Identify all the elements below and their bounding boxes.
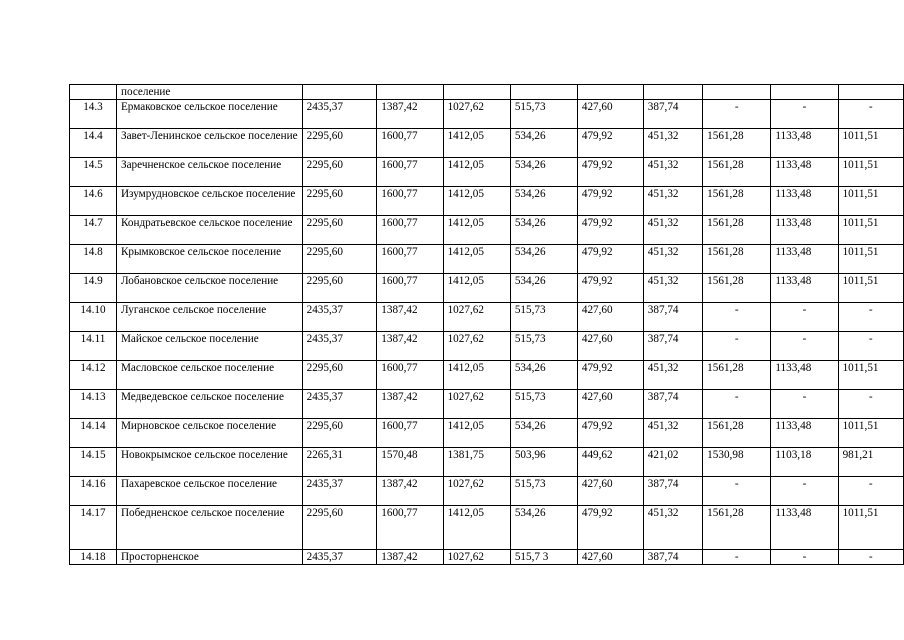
tariff-value: 1011,51 xyxy=(838,158,903,187)
tariff-value: 503,96 xyxy=(510,448,577,477)
tariff-value: 479,92 xyxy=(577,129,643,158)
tariff-value: - xyxy=(771,550,838,565)
tariff-value: 1011,51 xyxy=(838,419,903,448)
tariff-value: 427,60 xyxy=(577,390,643,419)
tariff-value: 2295,60 xyxy=(302,361,377,390)
tariff-value: 1027,62 xyxy=(443,477,510,506)
table-row xyxy=(70,245,904,274)
tariff-value: 981,21 xyxy=(838,448,903,477)
tariff-value: 479,92 xyxy=(577,361,643,390)
tariff-value: - xyxy=(771,303,838,332)
tariff-value: 479,92 xyxy=(577,419,643,448)
tariff-value: 1133,48 xyxy=(771,506,838,550)
row-number: 14.13 xyxy=(70,390,117,419)
tariff-value: 451,32 xyxy=(643,158,702,187)
tariff-value: - xyxy=(703,477,771,506)
row-number: 14.3 xyxy=(70,100,117,129)
tariff-value: 451,32 xyxy=(643,216,702,245)
settlement-name: Изумрудновское сельское поселение xyxy=(116,187,302,216)
tariff-value: 1011,51 xyxy=(838,129,903,158)
row-number: 14.15 xyxy=(70,448,117,477)
tariff-value: - xyxy=(838,550,903,565)
tariff-value: 479,92 xyxy=(577,158,643,187)
tariff-value: 427,60 xyxy=(577,100,643,129)
tariff-value: 1387,42 xyxy=(377,477,443,506)
tariff-value: 1011,51 xyxy=(838,274,903,303)
tariff-value: - xyxy=(838,477,903,506)
tariff-value: 2435,37 xyxy=(302,550,377,565)
tariff-value: 515,73 xyxy=(510,477,577,506)
tariff-value: 1133,48 xyxy=(771,216,838,245)
tariff-value: 479,92 xyxy=(577,274,643,303)
tariff-value: 1600,77 xyxy=(377,129,443,158)
tariff-value: 451,32 xyxy=(643,506,702,550)
row-number: 14.10 xyxy=(70,303,117,332)
tariff-value: 1412,05 xyxy=(443,129,510,158)
row-number: 14.8 xyxy=(70,245,117,274)
table-row xyxy=(70,390,904,419)
settlement-name: Новокрымское сельское поселение xyxy=(116,448,302,477)
tariff-value: 1561,28 xyxy=(703,361,771,390)
settlement-name: Кондратьевское сельское поселение xyxy=(116,216,302,245)
tariff-value: 1133,48 xyxy=(771,274,838,303)
tariff-value: 1600,77 xyxy=(377,216,443,245)
tariff-value: 1600,77 xyxy=(377,361,443,390)
tariff-value: 515,73 xyxy=(510,332,577,361)
tariff-value: 387,74 xyxy=(643,477,702,506)
tariff-value: 1561,28 xyxy=(703,245,771,274)
table-row xyxy=(70,550,904,565)
settlement-name: Луганское сельское поселение xyxy=(116,303,302,332)
tariff-value: 451,32 xyxy=(643,361,702,390)
tariff-value: 515,73 xyxy=(510,100,577,129)
table-row xyxy=(70,129,904,158)
tariff-value: 1600,77 xyxy=(377,419,443,448)
tariff-value: - xyxy=(703,550,771,565)
tariff-value: - xyxy=(838,390,903,419)
tariff-value: 2435,37 xyxy=(302,100,377,129)
row-number: 14.17 xyxy=(70,506,117,550)
tariff-value: 2295,60 xyxy=(302,158,377,187)
table-row xyxy=(70,187,904,216)
row-number xyxy=(70,85,117,100)
tariff-value: 479,92 xyxy=(577,187,643,216)
tariff-value: 451,32 xyxy=(643,245,702,274)
tariff-value: 2265,31 xyxy=(302,448,377,477)
tariff-value: - xyxy=(838,303,903,332)
table-row xyxy=(70,419,904,448)
tariff-value: - xyxy=(771,390,838,419)
tariff-value: 2435,37 xyxy=(302,477,377,506)
tariff-value: 1011,51 xyxy=(838,187,903,216)
tariff-value: 1381,75 xyxy=(443,448,510,477)
tariff-value: 1600,77 xyxy=(377,506,443,550)
table-body xyxy=(70,85,904,565)
tariff-value: - xyxy=(703,390,771,419)
tariff-value: 2435,37 xyxy=(302,332,377,361)
tariff-value: 451,32 xyxy=(643,129,702,158)
tariff-value: 387,74 xyxy=(643,100,702,129)
tariff-value: 1412,05 xyxy=(443,216,510,245)
tariff-value: 1412,05 xyxy=(443,158,510,187)
table-row xyxy=(70,332,904,361)
table-row xyxy=(70,361,904,390)
tariff-table xyxy=(69,84,904,565)
tariff-value: - xyxy=(703,100,771,129)
tariff-value: 387,74 xyxy=(643,332,702,361)
tariff-value: 1412,05 xyxy=(443,187,510,216)
tariff-value: - xyxy=(703,303,771,332)
table-row xyxy=(70,506,904,550)
table-row-continued xyxy=(70,85,904,100)
row-number: 14.6 xyxy=(70,187,117,216)
tariff-value: 1570,48 xyxy=(377,448,443,477)
tariff-value: 1387,42 xyxy=(377,100,443,129)
tariff-value: 534,26 xyxy=(510,129,577,158)
tariff-value: 1133,48 xyxy=(771,187,838,216)
tariff-value: 1412,05 xyxy=(443,245,510,274)
tariff-value: 1011,51 xyxy=(838,245,903,274)
settlement-name: Мирновское сельское поселение xyxy=(116,419,302,448)
tariff-value: 427,60 xyxy=(577,550,643,565)
tariff-value: 387,74 xyxy=(643,390,702,419)
tariff-value: 1600,77 xyxy=(377,158,443,187)
tariff-value: 534,26 xyxy=(510,506,577,550)
tariff-value: 1011,51 xyxy=(838,506,903,550)
tariff-value: 1561,28 xyxy=(703,419,771,448)
row-number: 14.5 xyxy=(70,158,117,187)
tariff-value: 534,26 xyxy=(510,158,577,187)
row-number: 14.16 xyxy=(70,477,117,506)
settlement-name: Лобановское сельское поселение xyxy=(116,274,302,303)
table-row xyxy=(70,158,904,187)
tariff-value: 2295,60 xyxy=(302,216,377,245)
tariff-value: 479,92 xyxy=(577,245,643,274)
tariff-value: 387,74 xyxy=(643,303,702,332)
tariff-value: 1600,77 xyxy=(377,187,443,216)
tariff-value: 515,73 xyxy=(510,303,577,332)
settlement-name: Ермаковское сельское поселение xyxy=(116,100,302,129)
tariff-value: 1600,77 xyxy=(377,245,443,274)
tariff-value: 1027,62 xyxy=(443,303,510,332)
tariff-value: 1133,48 xyxy=(771,129,838,158)
tariff-value: 515,7 3 xyxy=(510,550,577,565)
row-number: 14.14 xyxy=(70,419,117,448)
tariff-value: 451,32 xyxy=(643,274,702,303)
settlement-name: Просторненское xyxy=(116,550,302,565)
settlement-name: Заречненское сельское поселение xyxy=(116,158,302,187)
tariff-value: - xyxy=(838,100,903,129)
tariff-value: 1027,62 xyxy=(443,550,510,565)
tariff-value: 1412,05 xyxy=(443,274,510,303)
settlement-name: Крымковское сельское поселение xyxy=(116,245,302,274)
tariff-value: 1103,18 xyxy=(771,448,838,477)
tariff-value: 1027,62 xyxy=(443,332,510,361)
settlement-name: Пахаревское сельское поселение xyxy=(116,477,302,506)
tariff-value: 1561,28 xyxy=(703,216,771,245)
row-number: 14.9 xyxy=(70,274,117,303)
tariff-value: 427,60 xyxy=(577,477,643,506)
tariff-value: - xyxy=(703,332,771,361)
tariff-value: 1011,51 xyxy=(838,216,903,245)
row-number: 14.12 xyxy=(70,361,117,390)
tariff-value: 2295,60 xyxy=(302,506,377,550)
tariff-value: - xyxy=(838,332,903,361)
table-row xyxy=(70,274,904,303)
settlement-name: Майское сельское поселение xyxy=(116,332,302,361)
tariff-value: 534,26 xyxy=(510,187,577,216)
row-number: 14.4 xyxy=(70,129,117,158)
tariff-value: 1387,42 xyxy=(377,390,443,419)
tariff-value: 1561,28 xyxy=(703,274,771,303)
tariff-value: 1561,28 xyxy=(703,506,771,550)
settlement-name: Масловское сельское поселение xyxy=(116,361,302,390)
tariff-value: 534,26 xyxy=(510,419,577,448)
tariff-value: 534,26 xyxy=(510,274,577,303)
tariff-value: - xyxy=(771,100,838,129)
tariff-value: 1011,51 xyxy=(838,361,903,390)
tariff-value: 534,26 xyxy=(510,245,577,274)
tariff-value: 1133,48 xyxy=(771,361,838,390)
tariff-value: 2295,60 xyxy=(302,419,377,448)
tariff-value: 449,62 xyxy=(577,448,643,477)
tariff-value: 2295,60 xyxy=(302,129,377,158)
row-number: 14.18 xyxy=(70,550,117,565)
tariff-value: 2295,60 xyxy=(302,187,377,216)
settlement-name: Завет-Ленинское сельское поселение xyxy=(116,129,302,158)
settlement-name: поселение xyxy=(116,85,302,100)
table-row xyxy=(70,303,904,332)
table-row xyxy=(70,216,904,245)
tariff-value: 1412,05 xyxy=(443,506,510,550)
tariff-value: 1387,42 xyxy=(377,303,443,332)
tariff-value: 1133,48 xyxy=(771,245,838,274)
tariff-value: 451,32 xyxy=(643,419,702,448)
tariff-value: 451,32 xyxy=(643,187,702,216)
table-row xyxy=(70,100,904,129)
tariff-value: 1027,62 xyxy=(443,390,510,419)
tariff-value: 479,92 xyxy=(577,506,643,550)
tariff-value: 1027,62 xyxy=(443,100,510,129)
tariff-value: 534,26 xyxy=(510,216,577,245)
tariff-value: 1561,28 xyxy=(703,129,771,158)
tariff-value: 387,74 xyxy=(643,550,702,565)
tariff-value: - xyxy=(771,477,838,506)
row-number: 14.7 xyxy=(70,216,117,245)
tariff-value: 1387,42 xyxy=(377,332,443,361)
tariff-value: 534,26 xyxy=(510,361,577,390)
tariff-value: 2295,60 xyxy=(302,245,377,274)
tariff-value: 1600,77 xyxy=(377,274,443,303)
table-row xyxy=(70,448,904,477)
tariff-value: 421,02 xyxy=(643,448,702,477)
tariff-value: 427,60 xyxy=(577,303,643,332)
row-number: 14.11 xyxy=(70,332,117,361)
settlement-name: Победненское сельское поселение xyxy=(116,506,302,550)
tariff-value: 2435,37 xyxy=(302,303,377,332)
tariff-value: 427,60 xyxy=(577,332,643,361)
tariff-value: 2435,37 xyxy=(302,390,377,419)
tariff-value: 1387,42 xyxy=(377,550,443,565)
tariff-value: 1561,28 xyxy=(703,158,771,187)
tariff-value: 2295,60 xyxy=(302,274,377,303)
tariff-value: 1561,28 xyxy=(703,187,771,216)
tariff-value: 1412,05 xyxy=(443,419,510,448)
table-row xyxy=(70,477,904,506)
settlement-name: Медведевское сельское поселение xyxy=(116,390,302,419)
tariff-value: - xyxy=(771,332,838,361)
tariff-value: 515,73 xyxy=(510,390,577,419)
tariff-value: 1133,48 xyxy=(771,158,838,187)
tariff-value: 1412,05 xyxy=(443,361,510,390)
tariff-value: 1133,48 xyxy=(771,419,838,448)
tariff-value: 479,92 xyxy=(577,216,643,245)
tariff-value: 1530,98 xyxy=(703,448,771,477)
